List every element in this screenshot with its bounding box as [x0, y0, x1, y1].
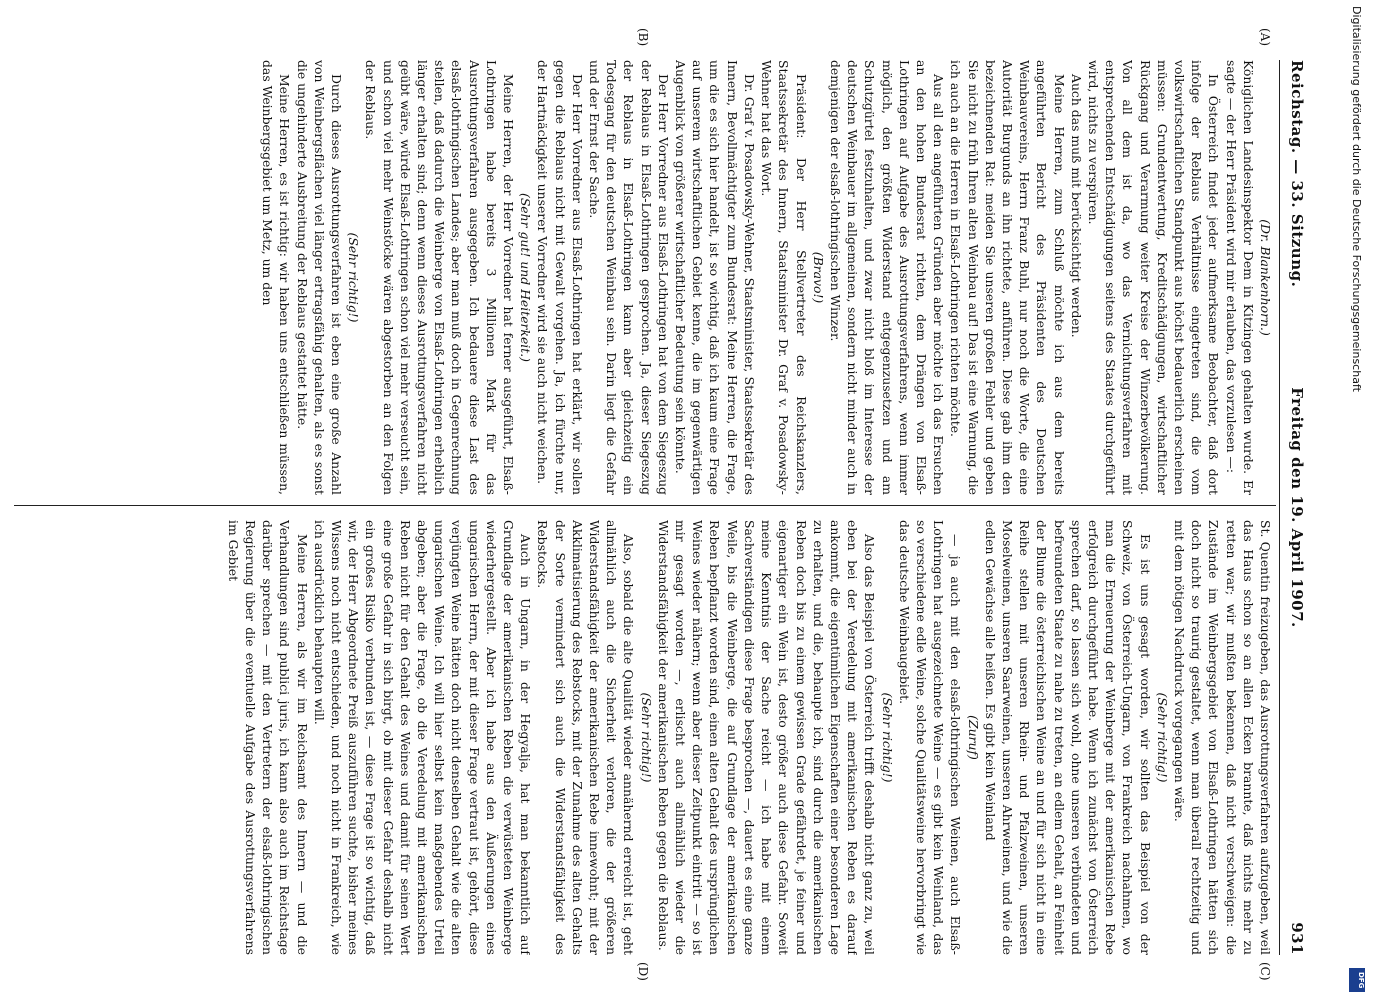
paragraph: — ja auch mit den elsaß-lothringischen Weinen, auch Elsaß-Lothringen hat ausgezeichnete Weine — es gibt kein Weinland, das so verschiedene edle Weine, solche Qualitätsweine hervorbringt wie das deutsche Weinbaugebiet. [896, 520, 964, 955]
paragraph: Es ist uns gesagt worden, wir sollten das Beispiel von der Schweiz, von Österreich-Ungarn, von Frankreich nachahmen, wo man die Erneuerung der Weinberge mit der amerikanischen Rebe erfolgreich durchgeführt habe. Wenn ich zunächst von Österreich sprechen darf, so lassen sich wohl, ohne unseren verbündeten und befreundeten Staate zu nahe zu treten, an edlem Gehalt, an Feinheit der Blume die österreichischen Weine an und für sich nicht in eine Reihe stellen mit unseren Rhein- und Pfalzweinen, unseren Moselweinen, unseren Saarweinen, unseren Ahrweinen, und wie die edlen Gewächse alle heißen. Es gibt kein Weinland [982, 520, 1153, 955]
speaker-paragraph: Dr. Graf v. Posadowsky-Wehner, Staatsminister, Staatssekretär des Innern, Bevollmächtigter zum Bundesrat: Meine Herren, die Frage, um die es sich hier handelt, ist so wichtig, daß ich kaum eine Frage auf unserem wirtschaftlichen Gebiet kenne, die im gegenwärtigen Augenblick von größerer wirtschaftlicher Bedeutung sein könnte. [673, 60, 757, 495]
margin-label-a: (A) [1258, 28, 1272, 47]
margin-label-c: (C) [1258, 962, 1272, 981]
footer-credit: Digitalisierung gefördert durch die Deutsche Forschungsgemeinschaft [1350, 6, 1363, 392]
paragraph: Der Herr Vorredner aus Elsaß-Lothringen hat erklärt, wir sollen gegen die Reblaus nicht mit Gewalt vorgehen. Ja, ich fürchte nur, der Hartnäckigkeit unserer Vorredner wird sie auch nicht weichen. [535, 60, 585, 495]
interjection: (Sehr richtig!) [1154, 692, 1170, 783]
left-column [14, 60, 1274, 495]
right-column [14, 520, 1274, 955]
paragraph: Aus all den angeführten Gründen aber möchte ich das Ersuchen an den hohen Bundesrat richten, dem Drängen von Elsaß-Lothringen auf Aufgabe des Ausrottungsverfahrens, wenn immer möglich, den größten Widerstand entgegenzusetzen und am Schutzgürtel festzuhalten, und zwar nicht bloß im Interesse der deutschen Weinbauer im allgemeinen, sondern nicht minder auch in demjenigen der elsaß-lothringischen Winzer. [827, 60, 947, 495]
header-left: Reichstag. — 33. Sitzung. [1288, 60, 1306, 288]
interjection: (Bravo!) [810, 251, 826, 304]
paragraph: Auch das muß mit berücksichtigt werden. [1068, 74, 1084, 338]
paragraph: Meine Herren, es ist richtig: wir haben uns entschließen müssen, das Weinbergsgebiet um Metz, um den [260, 60, 293, 495]
speaker-header: (Dr. Blankenhorn.) [1258, 219, 1273, 336]
paragraph: Meine Herren, der Herr Vorredner hat ferner ausgeführt, Elsaß-Lothringen habe bereits 3 Millionen Mark für das Ausrottungsverfahren ausgegeben. Ich bedauere diese Last des elsaß-lothringischen Landes; aber man muß doch in Gegenrechnung stellen, daß dadurch die Weinberge von Elsaß-Lothringen erheblich länger erhalten sind; denn wenn dieses Ausrottungsverfahren nicht geübt wäre, würde Elsaß-Lothringen schon viel mehr verseucht sein, und schon viel mehr Weinstöcke wären abgestorben an den Folgen der Reblaus. [363, 60, 517, 495]
president-paragraph: Präsident: Der Herr Stellvertreter des Reichskanzlers, Staatssekretär des Innern, Staatsminister Dr. Graf v. Posadowsky-Wehner hat das Wort. [759, 60, 809, 495]
page-header [1282, 60, 1308, 955]
header-rule [1279, 60, 1280, 955]
interjection: (Sehr richtig!) [879, 692, 895, 783]
margin-label-b: (B) [636, 28, 650, 47]
interjection: (Sehr richtig!) [346, 232, 362, 323]
paragraph: Der Herr Vorredner aus Elsaß-Lothringen hat von dem Siegeszug der Reblaus in Elsaß-Lothringen gesprochen. Ja, dieser Siegeszug der Reblaus in Elsaß-Lothringen kann aber gleichzeitig ein Todesgang für den deutschen Weinbau sein. Darin liegt die Gefahr und der Ernst der Sache. [587, 60, 671, 495]
paragraph: Also das Beispiel von Österreich trifft deshalb nicht ganz zu, weil eben bei der Veredelung mit amerikanischen Reben es darauf ankommt, die eigentümlichen Eigenschaften einer besonderen Lage zu erhalten, und die, behaupte ich, sind durch die amerikanischen Reben doch bis zu einem gewissen Grade gefährdet, je feiner und eigenartiger ein Wein ist, desto größer auch diese Gefahr. Soweit meine Kenntnis der Sache reicht — ich habe mit einem Sachverständigen diese Frage besprochen —, dauert es eine ganze Weile, bis die Weinberge, die auf Grundlage der amerikanischen Reben bepflanzt worden sind, einen alten Gehalt des ursprünglichen Weines wieder nähern; wenn aber dieser Zeitpunkt eintritt — so ist mir gesagt worden —, erlischt auch allmählich wieder die Widerstandsfähigkeit der amerikanischen Reben gegen die Reblaus. [655, 520, 878, 955]
footer-strip [1344, 6, 1372, 994]
paragraph: Meine Herren, zum Schluß möchte ich aus dem bereits angeführten Bericht des Präsidenten des Deutschen Weinbauvereins, Herrn Franz Buhl, nur noch die Worte, die eine Autorität Burgunds an ihn richtete, anführen. Diese gab ihm den bezeichnenden Rat: meiden Sie unseren großen Fehler und geben Sie nicht zu früh Ihren alten Weinbau auf! Das ist eine Warnung, die ich auch an die Herren in Elsaß-Lothringen richten möchte. [948, 60, 1067, 495]
paragraph: Durch dieses Ausrottungsverfahren ist eben eine große Anzahl von Weinbergsflächen viel länger ertragsfähig gehalten, als es sonst die ungehinderte Ausbreitung der Reblaus gestattet hätte. [294, 60, 345, 495]
dfg-logo: DFG [1349, 968, 1365, 992]
paragraph: Meine Herren, als wir im Reichsamt des Innern — und die Verhandlungen sind publici juris, ich kann also auch im Reichstage darüber sprechen — mit den Vertretern der elsaß-lothringischen Regierung über die eventuelle Aufgabe des Ausrottungsverfahrens im Gebiet [225, 520, 310, 955]
quotation: In Österreich findet jeder aufmerksame Beobachter, daß dort infolge der Reblaus Verhältnisse eingetreten sind, die vom volkswirtschaftlichen Standpunkt aus höchst bedauerlich erscheinen müssen: Grundentwertung, Kreditschädigungen, wirtschaftlicher Rückgang und Verarmung weiter Kreise der Winzerbevölkerung. Von all dem ist da, wo das Vernichtungsverfahren mit entsprechenden Entschädigungen seitens des Staates durchgeführt wird, nichts zu verspüren. [1085, 60, 1222, 495]
header-date: Freitag den 19. April 1907. [1288, 387, 1306, 628]
paragraph: Auch in Ungarn, in der Hegyalja, hat man bekanntlich auf Grundlage der amerikanischen Reben die verwüsteten Weinberge wiederhergestellt. Aber ich habe aus den Äußerungen eines ungarischen Herrn, der mit dieser Frage vertraut ist, gehört, diese verjüngten Weine hätten doch nicht denselben Gehalt wie die alten ungarischen Weine. Ich will hier selbst kein maßgebendes Urteil abgeben; aber die Frage, ob die Veredelung mit amerikanischen Reben nicht für den Gehalt des Weines und damit für seinen Wert eine große Gefahr in sich birgt, ob mit dieser Gefahr deshalb nicht ein großes Risiko verbunden ist, — diese Frage ist so wichtig, daß wir, der Herr Abgeordnete Preiß auszuführen suchte, bisher meines Wissens noch nicht entschieden, und noch nicht in Frankreich, wie ich ausdrücklich behaupten will. [311, 520, 534, 955]
paragraph: St. Quentin freizugeben, das Ausrottungsverfahren aufzugeben, weil das Haus schon so an allen Ecken brannte, daß nichts mehr zu retten war; wir mußten bekennen, daß nicht verschweigen: die Zustände im Weinbergsgebiet von Elsaß-Lothringen hätten sich doch nicht so traurig gestaltet, wenn man überall rechtzeitig und mit dem nötigen Nachdruck vorgegangen wäre. [1171, 520, 1273, 955]
interjection: (Sehr gut! und Heiterkeit.) [518, 192, 534, 363]
interjection: (Zuruf) [965, 715, 981, 760]
paragraph: Königlichen Landesinspektor Dem in Kitzingen gehalten wurde. Er sagte — der Herr Präsident wird mir erlauben, das vorzulesen —: [1223, 60, 1256, 495]
interjection: (Sehr richtig!) [638, 692, 654, 783]
margin-label-d: (D) [636, 962, 650, 981]
column-divider [14, 505, 1276, 506]
paragraph: Also, sobald die alte Qualität wieder annähernd erreicht ist, geht allmählich auch die Sicherheit verloren, die der größeren Widerstandsfähigkeit der amerikanischen Rebe innewohnt; mit der Akklimatisierung des Rebstocks, mit der Zunahme des alten Gehalts der Sorte vermindert sich auch die Widerstandsfähigkeit des Rebstocks. [535, 520, 637, 955]
page-number: 931 [1288, 922, 1306, 955]
